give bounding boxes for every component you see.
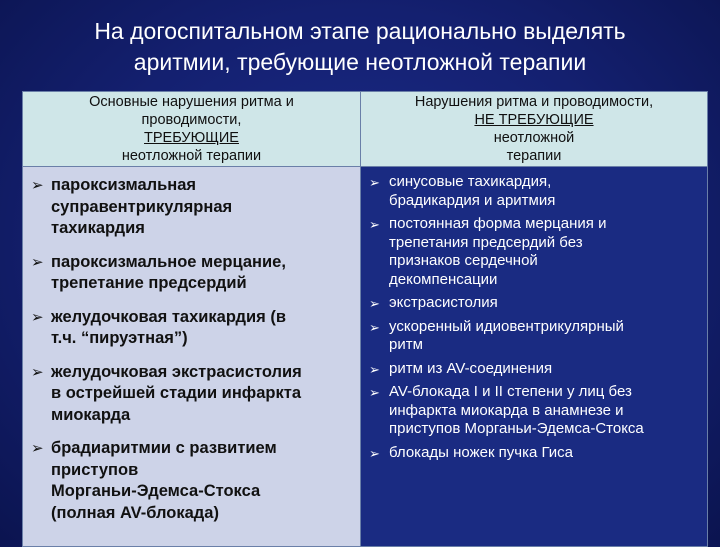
urgent-arrhythmia-item-text: миокарда <box>51 405 131 424</box>
urgent-arrhythmia-item-text: тахикардия <box>51 219 145 237</box>
urgent-arrhythmia-item-text: трепетание предсердий <box>51 274 247 292</box>
non-urgent-arrhythmia-item-text: экстрасистолия <box>389 294 498 311</box>
left-header-line-1: Основные нарушения ритма и <box>89 94 294 110</box>
urgent-arrhythmia-item-text: брадиаритмии с развитием <box>51 439 277 457</box>
urgent-arrhythmia-item-text: приступов <box>51 460 139 479</box>
non-urgent-arrhythmia-item-text: брадикардия и аритмия <box>389 191 556 209</box>
non-urgent-arrhythmia-item-text: декомпенсации <box>389 270 498 288</box>
non-urgent-arrhythmia-item <box>369 360 699 379</box>
slide-title-line-1: На догоспитальном этапе рационально выделять <box>94 18 626 44</box>
left-header-emphasis: ТРЕБУЮЩИЕ <box>144 130 239 146</box>
non-urgent-arrhythmias-cell <box>361 167 708 547</box>
arrow-bullet-icon: ➢ <box>31 253 44 271</box>
right-header-line-3: терапии <box>506 148 562 164</box>
non-urgent-arrhythmia-item-text: инфаркта миокарда в анамнезе и <box>389 401 624 419</box>
left-header-prefix: проводимости, <box>141 112 242 128</box>
urgent-arrhythmia-item-text: желудочковая тахикардия (в <box>51 307 286 326</box>
non-urgent-arrhythmia-item-text: синусовые тахикардия, <box>389 173 552 190</box>
urgent-arrhythmia-item <box>31 438 352 524</box>
arrhythmia-comparison-table <box>22 91 708 547</box>
non-urgent-arrhythmia-item-text: приступов Морганьи-Эдемса-Стокса <box>389 420 644 437</box>
urgent-arrhythmia-item <box>31 175 352 240</box>
non-urgent-arrhythmia-item-text: трепетания предсердий без <box>389 233 583 251</box>
right-header-suffix: неотложной <box>493 130 575 146</box>
non-urgent-arrhythmia-item <box>369 173 699 210</box>
arrow-bullet-icon: ➢ <box>369 319 380 335</box>
left-column-header <box>23 92 361 167</box>
urgent-arrhythmia-item-text: (полная AV-блокада) <box>51 503 219 522</box>
urgent-arrhythmia-item-text: т.ч. “пируэтная”) <box>51 329 188 347</box>
urgent-arrhythmia-item <box>31 307 352 350</box>
arrow-bullet-icon: ➢ <box>31 363 44 381</box>
urgent-arrhythmias-cell <box>23 167 361 547</box>
right-column-header <box>361 92 708 167</box>
non-urgent-arrhythmia-item-text: ускоренный идиовентрикулярный <box>389 317 624 335</box>
urgent-arrhythmias-list <box>31 175 352 524</box>
arrow-bullet-icon: ➢ <box>31 308 44 326</box>
right-header-line-2 <box>371 111 697 147</box>
non-urgent-arrhythmias-list <box>369 173 699 462</box>
non-urgent-arrhythmia-item <box>369 383 699 439</box>
non-urgent-arrhythmia-item-text: постоянная форма мерцания и <box>389 215 607 232</box>
arrow-bullet-icon: ➢ <box>369 217 380 232</box>
non-urgent-arrhythmia-item-text: признаков сердечной <box>389 252 538 269</box>
urgent-arrhythmia-item-text: Морганьи-Эдемса-Стокса <box>51 482 261 500</box>
arrow-bullet-icon: ➢ <box>369 385 380 400</box>
urgent-arrhythmia-item <box>31 362 352 427</box>
non-urgent-arrhythmia-item-text: ритм <box>389 336 423 353</box>
urgent-arrhythmia-item-text: желудочковая экстрасистолия <box>51 362 302 381</box>
arrow-bullet-icon: ➢ <box>31 177 44 194</box>
arrow-bullet-icon: ➢ <box>369 296 380 311</box>
urgent-arrhythmia-item-text: суправентрикулярная <box>51 197 233 216</box>
slide-title <box>20 16 700 78</box>
non-urgent-arrhythmia-item <box>369 444 699 463</box>
left-header-line-3: неотложной терапии <box>121 148 262 164</box>
arrow-bullet-icon: ➢ <box>31 440 44 457</box>
non-urgent-arrhythmia-item <box>369 318 699 355</box>
urgent-arrhythmia-item-text: пароксизмальное мерцание, <box>51 252 286 271</box>
arrow-bullet-icon: ➢ <box>369 361 380 377</box>
right-header-emphasis: НЕ ТРЕБУЮЩИЕ <box>474 112 594 128</box>
non-urgent-arrhythmia-item-text: блокады ножек пучка Гиса <box>389 443 574 461</box>
non-urgent-arrhythmia-item <box>369 294 699 313</box>
urgent-arrhythmia-item-text: пароксизмальная <box>51 176 197 194</box>
non-urgent-arrhythmia-item <box>369 215 699 289</box>
urgent-arrhythmia-item <box>31 252 352 295</box>
arrow-bullet-icon: ➢ <box>369 445 380 461</box>
non-urgent-arrhythmia-item-text: AV-блокада I и II степени у лиц без <box>389 383 632 400</box>
non-urgent-arrhythmia-item-text: ритм из AV-соединения <box>389 359 553 377</box>
right-header-line-1: Нарушения ритма и проводимости, <box>414 94 654 110</box>
left-header-line-2 <box>33 111 350 147</box>
urgent-arrhythmia-item-text: в острейшей стадии инфаркта <box>51 384 301 402</box>
slide-title-line-2: аритмии, требующие неотложной терапии <box>133 49 587 75</box>
arrow-bullet-icon: ➢ <box>369 175 380 190</box>
